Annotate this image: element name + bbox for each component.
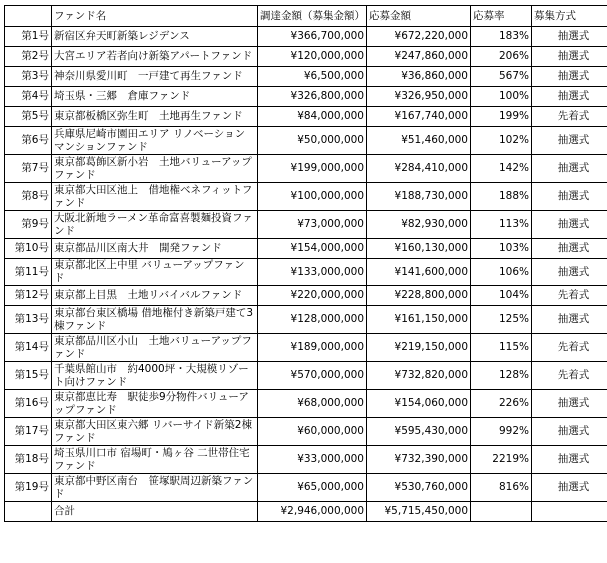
row-amount: ¥570,000,000 [258,362,367,390]
row-method: 先着式 [532,334,607,362]
row-amount: ¥60,000,000 [258,418,367,446]
row-amount: ¥65,000,000 [258,474,367,502]
row-method: 先着式 [532,107,607,127]
row-rate: 2219% [471,446,532,474]
row-rate: 103% [471,239,532,259]
row-applied: ¥284,410,000 [367,155,471,183]
row-applied: ¥672,220,000 [367,27,471,47]
row-method: 抽選式 [532,155,607,183]
row-amount: ¥84,000,000 [258,107,367,127]
row-applied: ¥188,730,000 [367,183,471,211]
row-no: 第12号 [5,286,52,306]
table-row [5,107,607,127]
row-no: 第7号 [5,155,52,183]
row-method: 抽選式 [532,390,607,418]
row-applied: ¥247,860,000 [367,47,471,67]
row-no: 第9号 [5,211,52,239]
row-fund-name: 東京都品川区小山 土地バリューアップファンド [52,334,258,362]
row-method: 先着式 [532,286,607,306]
table-row [5,446,607,474]
row-no: 第1号 [5,27,52,47]
row-no: 第3号 [5,67,52,87]
row-method: 抽選式 [532,27,607,47]
table-row [5,474,607,502]
row-no: 第8号 [5,183,52,211]
row-fund-name: 東京都恵比寿 駅徒歩9分物件バリューアップファンド [52,390,258,418]
row-rate: 567% [471,67,532,87]
row-amount: ¥189,000,000 [258,334,367,362]
fund-results-table [4,5,607,522]
row-applied: ¥154,060,000 [367,390,471,418]
row-applied: ¥51,460,000 [367,127,471,155]
row-applied: ¥228,800,000 [367,286,471,306]
row-fund-name: 大阪北新地ラーメン革命富喜製麺投資ファンド [52,211,258,239]
table-row [5,390,607,418]
row-fund-name: 東京都台東区橋場 借地権付き新築戸建て3棟ファンド [52,306,258,334]
header-amount: 調達金額（募集金額） [258,6,367,27]
row-applied: ¥167,740,000 [367,107,471,127]
row-no: 第15号 [5,362,52,390]
total-amount: ¥2,946,000,000 [258,502,367,522]
row-amount: ¥199,000,000 [258,155,367,183]
row-method: 抽選式 [532,211,607,239]
row-applied: ¥595,430,000 [367,418,471,446]
total-row [5,502,607,522]
row-fund-name: 埼玉県・三郷 倉庫ファンド [52,87,258,107]
row-method: 抽選式 [532,183,607,211]
total-no [5,502,52,522]
row-amount: ¥120,000,000 [258,47,367,67]
row-rate: 125% [471,306,532,334]
row-fund-name: 東京都大田区池上 借地権ベネフィットファンド [52,183,258,211]
row-method: 抽選式 [532,87,607,107]
row-amount: ¥128,000,000 [258,306,367,334]
total-label: 合計 [52,502,258,522]
table-row [5,47,607,67]
row-fund-name: 埼玉県川口市 宿場町・鳩ヶ谷 二世帯住宅ファンド [52,446,258,474]
row-applied: ¥160,130,000 [367,239,471,259]
row-applied: ¥36,860,000 [367,67,471,87]
row-fund-name: 東京都板橋区弥生町 土地再生ファンド [52,107,258,127]
row-amount: ¥326,800,000 [258,87,367,107]
row-amount: ¥6,500,000 [258,67,367,87]
table-row [5,362,607,390]
row-amount: ¥154,000,000 [258,239,367,259]
row-no: 第5号 [5,107,52,127]
row-rate: 128% [471,362,532,390]
row-rate: 102% [471,127,532,155]
row-amount: ¥73,000,000 [258,211,367,239]
row-applied: ¥732,390,000 [367,446,471,474]
row-applied: ¥219,150,000 [367,334,471,362]
row-no: 第17号 [5,418,52,446]
row-amount: ¥100,000,000 [258,183,367,211]
table-header-row [5,6,607,27]
table-row [5,155,607,183]
row-amount: ¥220,000,000 [258,286,367,306]
row-fund-name: 東京都上目黒 土地リバイバルファンド [52,286,258,306]
header-fund-name: ファンド名 [52,6,258,27]
row-applied: ¥141,600,000 [367,259,471,286]
total-rate [471,502,532,522]
row-applied: ¥530,760,000 [367,474,471,502]
row-no: 第6号 [5,127,52,155]
row-rate: 113% [471,211,532,239]
table-row [5,306,607,334]
row-method: 抽選式 [532,446,607,474]
row-amount: ¥50,000,000 [258,127,367,155]
row-fund-name: 兵庫県尼崎市園田エリア リノベーションマンションファンド [52,127,258,155]
row-rate: 206% [471,47,532,67]
row-rate: 226% [471,390,532,418]
table-row [5,127,607,155]
row-no: 第10号 [5,239,52,259]
row-method: 抽選式 [532,418,607,446]
table-body [5,27,607,522]
table-row [5,418,607,446]
header-rate: 応募率 [471,6,532,27]
row-rate: 115% [471,334,532,362]
row-method: 抽選式 [532,127,607,155]
table-row [5,87,607,107]
row-no: 第16号 [5,390,52,418]
row-amount: ¥366,700,000 [258,27,367,47]
row-no: 第13号 [5,306,52,334]
row-applied: ¥161,150,000 [367,306,471,334]
row-no: 第18号 [5,446,52,474]
row-method: 抽選式 [532,306,607,334]
row-rate: 199% [471,107,532,127]
row-applied: ¥732,820,000 [367,362,471,390]
header-method: 募集方式 [532,6,607,27]
row-rate: 183% [471,27,532,47]
row-amount: ¥68,000,000 [258,390,367,418]
table-row [5,27,607,47]
row-rate: 104% [471,286,532,306]
table-row [5,67,607,87]
table-row [5,286,607,306]
row-applied: ¥326,950,000 [367,87,471,107]
row-no: 第11号 [5,259,52,286]
row-no: 第14号 [5,334,52,362]
row-rate: 188% [471,183,532,211]
table-row [5,239,607,259]
row-method: 抽選式 [532,259,607,286]
total-method [532,502,607,522]
table-row [5,211,607,239]
row-fund-name: 神奈川県愛川町 一戸建て再生ファンド [52,67,258,87]
row-fund-name: 東京都北区上中里 バリューアップファンド [52,259,258,286]
table-row [5,259,607,286]
total-applied: ¥5,715,450,000 [367,502,471,522]
row-fund-name: 東京都葛飾区新小岩 土地バリューアップファンド [52,155,258,183]
row-fund-name: 千葉県館山市 約4000坪・大規模リゾート向けファンド [52,362,258,390]
row-fund-name: 新宿区弁天町新築レジデンス [52,27,258,47]
table-row [5,334,607,362]
row-rate: 142% [471,155,532,183]
row-no: 第4号 [5,87,52,107]
row-applied: ¥82,930,000 [367,211,471,239]
row-amount: ¥33,000,000 [258,446,367,474]
row-no: 第19号 [5,474,52,502]
row-method: 抽選式 [532,239,607,259]
header-applied: 応募金額 [367,6,471,27]
row-method: 抽選式 [532,67,607,87]
table-row [5,183,607,211]
row-rate: 992% [471,418,532,446]
row-fund-name: 東京都品川区南大井 開発ファンド [52,239,258,259]
row-rate: 100% [471,87,532,107]
row-fund-name: 東京都大田区東六郷 リバーサイド新築2棟ファンド [52,418,258,446]
header-no [5,6,52,27]
row-method: 抽選式 [532,474,607,502]
row-amount: ¥133,000,000 [258,259,367,286]
row-rate: 106% [471,259,532,286]
row-method: 先着式 [532,362,607,390]
row-method: 抽選式 [532,47,607,67]
row-fund-name: 東京都中野区南台 笹塚駅周辺新築ファンド [52,474,258,502]
row-rate: 816% [471,474,532,502]
row-fund-name: 大宮エリア若者向け新築アパートファンド [52,47,258,67]
row-no: 第2号 [5,47,52,67]
